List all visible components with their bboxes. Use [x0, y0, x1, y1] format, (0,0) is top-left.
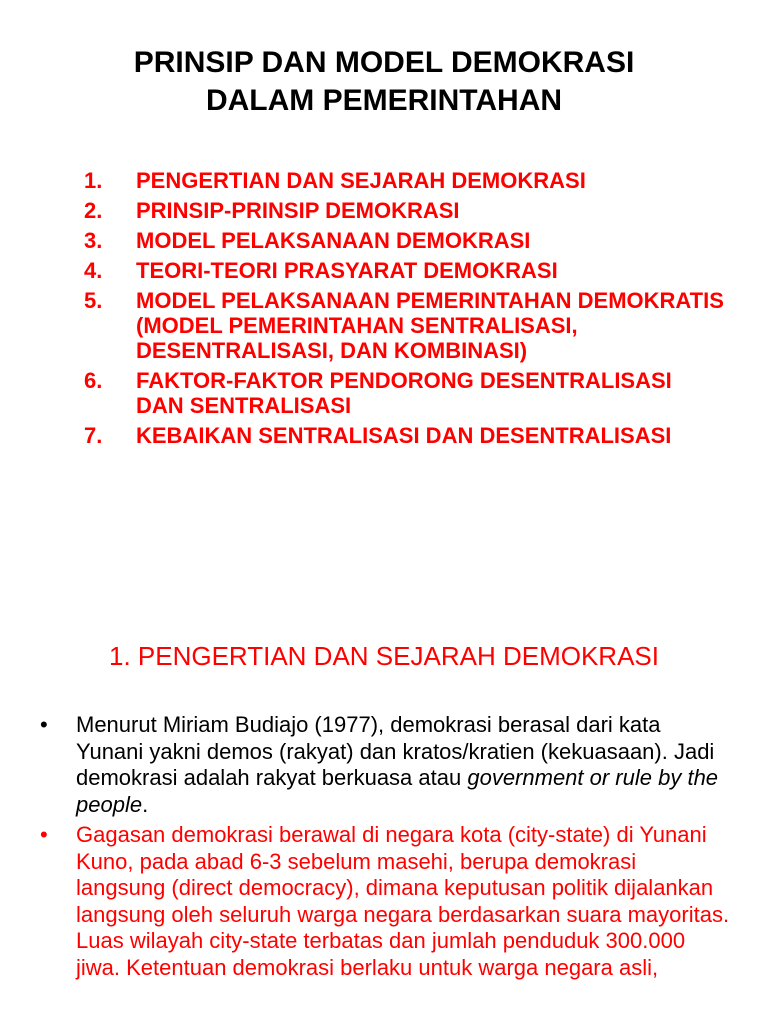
list-item [84, 423, 724, 448]
list-item [84, 258, 724, 283]
list-text: FAKTOR-FAKTOR PENDORONG DESENTRALISASI DAN SENTRALISASI [136, 368, 672, 418]
list-text: KEBAIKAN SENTRALISASI DAN DESENTRALISASI [136, 423, 672, 448]
list-item [84, 288, 724, 363]
bullet-text-end: . [142, 791, 149, 817]
list-item [84, 368, 724, 418]
bullet-text: Gagasan demokrasi berawal di negara kota (city-state) di Yunani Kuno, pada abad 6-3 sebelum masehi, berupa demokrasi langsung (direct democracy), dimana keputusan politik dijalankan langsung oleh seluruh warga negara berdasarkan suara mayoritas. Luas wilayah city-state terbatas dan jumlah penduduk 300.000 jiwa. Ketentuan demokrasi berlaku untuk warga negara asli, [76, 822, 730, 980]
list-number: 2. [84, 198, 103, 223]
list-text: PENGERTIAN DAN SEJARAH DEMOKRASI [136, 168, 586, 193]
list-number: 5. [84, 288, 103, 313]
bullet-item [40, 712, 730, 818]
bullet-text-italic: government or rule by the people [76, 765, 719, 817]
table-of-contents [84, 168, 724, 453]
list-number: 7. [84, 423, 103, 448]
bullet-text [76, 712, 730, 818]
list-number: 3. [84, 228, 103, 253]
section-heading: 1. PENGERTIAN DAN SEJARAH DEMOKRASI [109, 641, 659, 671]
list-item [84, 198, 724, 223]
list-item [84, 168, 724, 193]
list-number: 6. [84, 368, 103, 393]
slide-title [0, 44, 768, 120]
bullet-item [40, 822, 730, 981]
list-text: PRINSIP-PRINSIP DEMOKRASI [136, 198, 460, 223]
list-text: MODEL PELAKSANAAN PEMERINTAHAN DEMOKRATIS (MODEL PEMERINTAHAN SENTRALISASI, DESENTRALISASI, DAN KOMBINASI) [136, 288, 724, 363]
list-text: TEORI-TEORI PRASYARAT DEMOKRASI [136, 258, 558, 283]
title-line-2: DALAM PEMERINTAHAN [205, 84, 563, 117]
bullet-icon: • [40, 822, 48, 847]
bullet-icon: • [40, 712, 48, 737]
list-text: MODEL PELAKSANAAN DEMOKRASI [136, 228, 531, 253]
list-number: 1. [84, 168, 103, 193]
title-line-1: PRINSIP DAN MODEL DEMOKRASI [133, 46, 635, 79]
bullet-text-main: Menurut Miriam Budiajo (1977), demokrasi berasal dari kata Yunani yakni demos (rakyat) dan kratos/kratien (kekuasaan). Jadi demokrasi adalah rakyat berkuasa atau [76, 712, 715, 790]
list-number: 4. [84, 258, 103, 283]
list-item [84, 228, 724, 253]
slide-2 [0, 610, 768, 1024]
bullet-list [40, 712, 730, 985]
